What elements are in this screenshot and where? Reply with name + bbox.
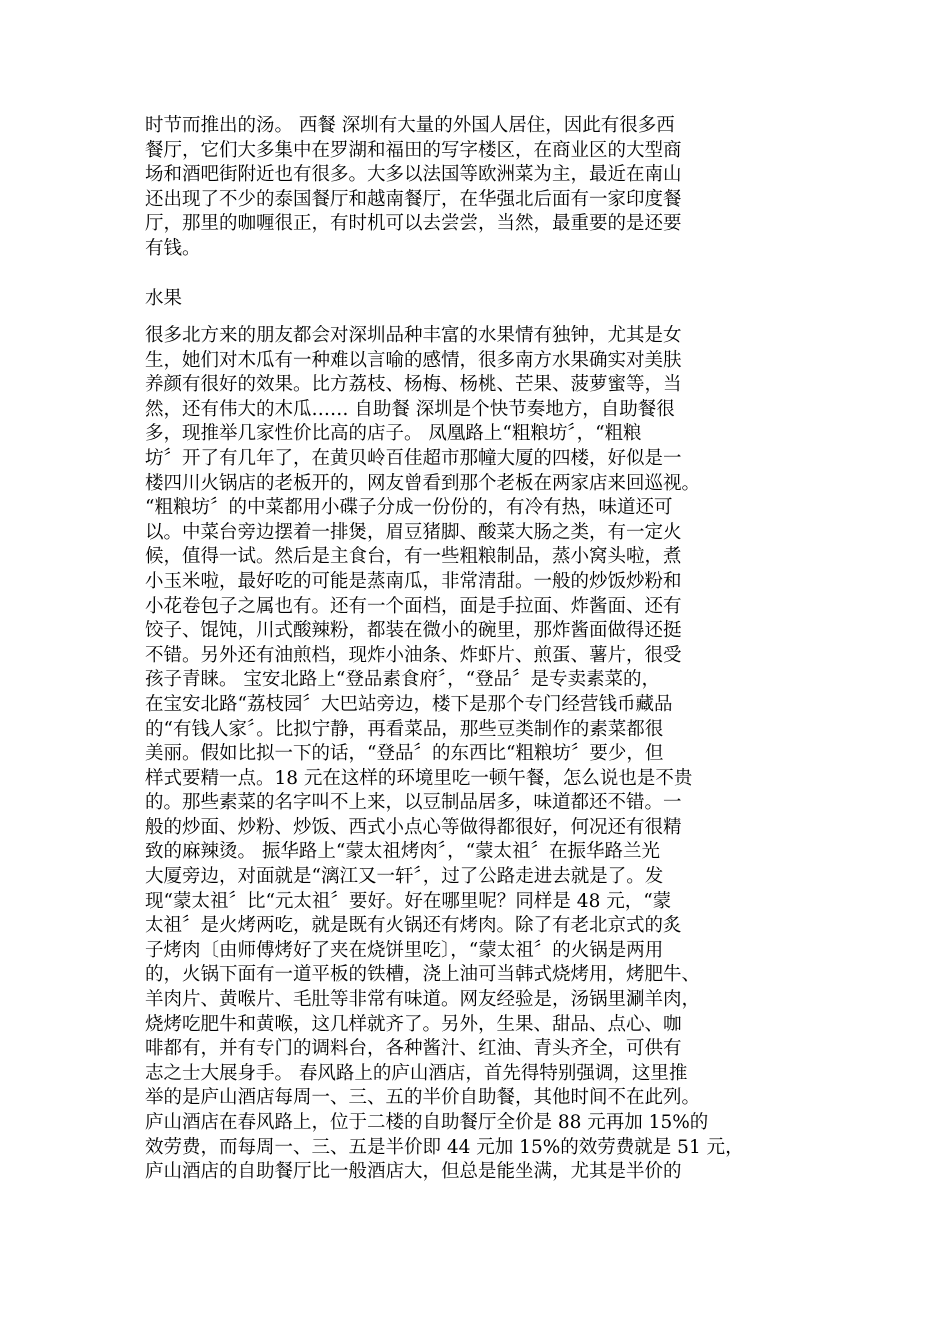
- text-line: 以。中菜台旁边摆着一排煲，眉豆猪脚、酸菜大肠之类，有一定火: [145, 521, 682, 543]
- text-line: 多，现推举几家性价比高的店子。 凤凰路上“粗粮坊〞，“粗粮: [145, 423, 642, 445]
- text-line: 效劳费，而每周一、三、五是半价即 44 元加 15%的效劳费就是 51 元，: [145, 1136, 744, 1158]
- text-line: 孩子青睐。 宝安北路上“登品素食府〞，“登品〞是专卖素菜的，: [145, 669, 661, 691]
- text-line: 志之士大展身手。 春风路上的庐山酒店，首先得特别强调，这里推: [145, 1062, 688, 1084]
- text-line: 烧烤吃肥牛和黄喉，这几样就齐了。另外，生果、甜品、点心、咖: [145, 1013, 682, 1035]
- text-line: 候，值得一试。然后是主食台，有一些粗粮制品，蒸小窝头啦，煮: [145, 546, 682, 568]
- text-line: 养颜有很好的效果。比方荔枝、杨梅、杨桃、芒果、菠萝蜜等，当: [145, 374, 682, 396]
- text-line: 现“蒙太祖〞比“元太祖〞要好。好在哪里呢？同样是 48 元，“蒙: [145, 890, 672, 912]
- text-line: 餐厅，它们大多集中在罗湖和福田的写字楼区，在商业区的大型商: [145, 139, 682, 161]
- text-line: 羊肉片、黄喉片、毛肚等非常有味道。网友经验是，汤锅里涮羊肉，: [145, 989, 701, 1011]
- text-line: 在宝安北路“荔枝园〞大巴站旁边，楼下是那个专门经营钱币藏品: [145, 693, 673, 715]
- text-line: 很多北方来的朋友都会对深圳品种丰富的水果情有独钟，尤其是女: [145, 325, 682, 346]
- text-line: 不错。另外还有油煎档，现炸小油条、炸虾片、煎蛋、薯片，很受: [145, 644, 682, 666]
- text-line: 场和酒吧街附近也有很多。大多以法国等欧洲菜为主，最近在南山: [145, 164, 682, 186]
- text-line: 然，还有伟大的木瓜…… 自助餐 深圳是个快节奏地方，自助餐很: [145, 398, 675, 420]
- text-line: 的“有钱人家〞。比拟宁静，再看菜品，那些豆类制作的素菜都很: [145, 718, 664, 740]
- text-line: 的。那些素菜的名字叫不上来，以豆制品居多，味道都还不错。一: [145, 792, 682, 814]
- text-line: 美丽。假如比拟一下的话，“登品〞的东西比“粗粮坊〞要少，但: [145, 743, 664, 765]
- text-line: 还出现了不少的泰国餐厅和越南餐厅，在华强北后面有一家印度餐: [145, 188, 682, 210]
- text-line: 时节而推出的汤。 西餐 深圳有大量的外国人居住，因此有很多西: [145, 115, 675, 136]
- text-line: 致的麻辣烫。 振华路上“蒙太祖烤肉〞，“蒙太祖〞在振华路兰光: [145, 841, 661, 863]
- text-line: 小花卷包子之属也有。还有一个面档，面是手拉面、炸酱面、还有: [145, 595, 682, 617]
- section-heading: 水果: [145, 288, 183, 309]
- text-line: 子烤肉〔由师傅烤好了夹在烧饼里吃〕，“蒙太祖〞的火锅是两用: [145, 939, 664, 961]
- text-line: 庐山酒店在春风路上，位于二楼的自助餐厅全价是 88 元再加 15%的: [145, 1112, 709, 1133]
- text-line: 啡都有，并有专门的调料台，各种酱汁、红油、青头齐全，可供有: [145, 1038, 682, 1060]
- text-line: 的，火锅下面有一道平板的铁槽，浇上油可当韩式烧烤用，烤肥牛、: [145, 964, 701, 986]
- text-line: 般的炒面、炒粉、炒饭、西式小点心等做得都很好，何况还有很精: [145, 816, 682, 838]
- paragraph-fruit-buffet: [145, 324, 817, 1185]
- text-line: 举的是庐山酒店每周一、三、五的半价自助餐，其他时间不在此列。: [145, 1087, 701, 1109]
- text-line: 厅，那里的咖喱很正，有时机可以去尝尝，当然，最重要的是还要: [145, 213, 682, 235]
- text-line: 生，她们对木瓜有一种难以言喻的感情，很多南方水果确实对美肤: [145, 349, 682, 371]
- text-line: 有钱。: [145, 237, 201, 259]
- paragraph-western-food: [145, 114, 817, 262]
- text-line: 小玉米啦，最好吃的可能是蒸南瓜，非常清甜。一般的炒饭炒粉和: [145, 570, 682, 592]
- text-line: 楼四川火锅店的老板开的，网友曾看到那个老板在两家店来回巡视。: [145, 472, 701, 494]
- text-line: 样式要精一点。18 元在这样的环境里吃一顿午餐，怎么说也是不贵: [145, 767, 693, 789]
- text-line: “粗粮坊〞的中菜都用小碟子分成一份份的，有冷有热，味道还可: [145, 497, 673, 519]
- text-line: 坊〞开了有几年了，在黄贝岭百佳超市那幢大厦的四楼，好似是一: [145, 447, 682, 469]
- text-line: 太祖〞是火烤两吃，就是既有火锅还有烤肉。除了有老北京式的炙: [145, 915, 682, 937]
- text-line: 饺子、馄饨，川式酸辣粉，都装在微小的碗里，那炸酱面做得还挺: [145, 620, 682, 642]
- text-line: 庐山酒店的自助餐厅比一般酒店大，但总是能坐满，尤其是半价的: [145, 1161, 682, 1183]
- text-line: 大厦旁边，对面就是“漓江又一轩〞，过了公路走进去就是了。发: [145, 866, 664, 888]
